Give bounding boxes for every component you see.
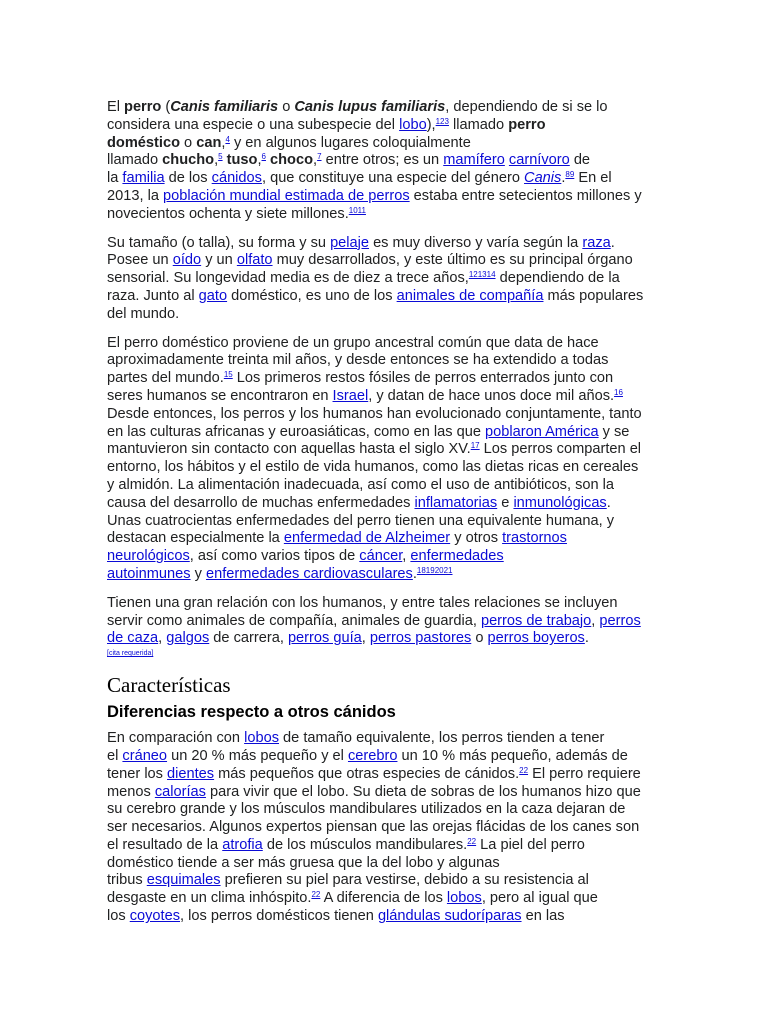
text-line bbox=[107, 819, 667, 837]
reference-link[interactable]: 22 bbox=[467, 836, 477, 846]
text-segment: En el bbox=[574, 170, 612, 187]
text-segment: más populares bbox=[543, 287, 644, 304]
text-segment: , pero al igual que bbox=[481, 890, 598, 907]
reference-superscript bbox=[519, 766, 528, 775]
text-segment: doméstico, es uno de los bbox=[227, 287, 397, 304]
reference-link[interactable]: 22 bbox=[519, 765, 529, 775]
reference-superscript bbox=[436, 117, 449, 126]
citation-needed-note bbox=[107, 649, 667, 658]
text-segment: la bbox=[107, 170, 123, 187]
text-segment: choco bbox=[270, 152, 314, 169]
text-line bbox=[107, 441, 667, 459]
reference-superscript bbox=[218, 152, 222, 161]
text-segment: . bbox=[606, 494, 611, 511]
wiki-link-canis[interactable]: Canis bbox=[524, 170, 562, 187]
wiki-link-atrofia[interactable]: atrofia bbox=[222, 836, 263, 853]
citation-needed-link[interactable]: [cita requerida] bbox=[107, 650, 154, 658]
article-body bbox=[107, 99, 667, 926]
text-segment: en las culturas africanas y euroasiáticas, como en las que bbox=[107, 423, 486, 440]
wiki-link-perros[interactable]: perros bbox=[599, 612, 641, 629]
reference-superscript bbox=[467, 837, 476, 846]
text-segment: entorno, los hábitos y el estilo de vida humanos, como las dietas ricas en cereales bbox=[107, 459, 639, 476]
paragraph bbox=[107, 235, 667, 324]
wiki-link-pelaje[interactable]: pelaje bbox=[330, 234, 370, 251]
text-segment: llamado bbox=[107, 152, 163, 169]
text-line bbox=[107, 837, 667, 855]
text-segment: perro bbox=[124, 99, 162, 115]
text-segment: Tienen una gran relación con los humanos, y entre tales relaciones se incluyen bbox=[107, 594, 618, 611]
wiki-link-glandulas-sudoriparas[interactable]: glándulas sudoríparas bbox=[377, 908, 522, 925]
text-segment: destacan especialmente la bbox=[107, 530, 284, 547]
wiki-link-israel[interactable]: Israel bbox=[332, 387, 369, 404]
wiki-link-mamifero[interactable]: mamífero bbox=[443, 152, 505, 169]
text-segment: Unas cuatrocientas enfermedades del perro tienen una equivalente humana, y bbox=[107, 512, 615, 529]
wiki-link-autoinmunes[interactable]: autoinmunes bbox=[107, 565, 191, 582]
wiki-link-lobo[interactable]: lobo bbox=[399, 116, 427, 133]
text-line bbox=[107, 388, 667, 406]
text-segment: El perro requiere bbox=[528, 765, 641, 782]
text-segment: un 10 % más pequeño, además de bbox=[397, 747, 628, 764]
text-segment: partes del mundo. bbox=[107, 370, 224, 387]
text-segment: desgaste en un clima inhóspito. bbox=[107, 890, 312, 907]
text-segment: tribus bbox=[107, 872, 147, 889]
text-line bbox=[107, 424, 667, 442]
text-segment: llamado bbox=[448, 116, 509, 133]
text-line bbox=[107, 595, 667, 613]
reference-link[interactable]: 4 bbox=[225, 134, 230, 144]
text-segment: mantuvieron sin contacto con aquellas hasta el siglo XV. bbox=[107, 441, 471, 458]
wiki-link-cerebro[interactable]: cerebro bbox=[347, 747, 398, 764]
wiki-link-gato[interactable]: gato bbox=[198, 287, 228, 304]
text-segment: e bbox=[497, 494, 514, 511]
reference-link[interactable]: 121314 bbox=[468, 270, 496, 280]
text-segment: . bbox=[610, 234, 615, 251]
text-segment: muy desarrollados, y este último es su principal órgano bbox=[272, 252, 633, 269]
text-line bbox=[107, 370, 667, 388]
text-segment: ser necesarios. Algunos expertos piensan que las orejas flácidas de los canes son bbox=[107, 819, 640, 836]
text-segment: doméstico bbox=[107, 134, 180, 151]
text-segment: , así como varios tipos de bbox=[189, 548, 360, 565]
text-line bbox=[107, 206, 667, 224]
paragraph bbox=[107, 335, 667, 584]
reference-superscript bbox=[471, 441, 480, 450]
text-segment: , los perros domésticos tienen bbox=[180, 908, 378, 925]
reference-link[interactable]: 18192021 bbox=[416, 565, 453, 575]
text-segment: para vivir que el lobo. Su dieta de sobras de los humanos hizo que bbox=[205, 783, 641, 800]
text-line bbox=[107, 252, 667, 270]
section-heading-caracteristicas: Características bbox=[107, 673, 231, 698]
subsection-heading-diferencias: Diferencias respecto a otros cánidos bbox=[107, 703, 396, 722]
text-segment: en las bbox=[521, 908, 565, 925]
text-segment: En comparación con bbox=[107, 730, 245, 747]
reference-link[interactable]: 22 bbox=[311, 890, 321, 900]
text-line bbox=[107, 152, 667, 170]
text-segment: , bbox=[402, 548, 411, 565]
text-segment: chucho bbox=[162, 152, 215, 169]
wiki-link-perros-de-trabajo[interactable]: perros de trabajo bbox=[480, 612, 592, 629]
text-line bbox=[107, 630, 667, 648]
text-line bbox=[107, 352, 667, 370]
text-segment: , que constituye una especie del género bbox=[261, 170, 525, 187]
text-line bbox=[107, 306, 667, 324]
wiki-link-olfato[interactable]: olfato bbox=[236, 252, 273, 269]
wiki-link-dientes[interactable]: dientes bbox=[167, 765, 215, 782]
text-line bbox=[107, 566, 667, 584]
text-segment: el resultado de la bbox=[107, 836, 223, 853]
reference-superscript bbox=[565, 170, 574, 179]
text-segment: los bbox=[107, 908, 130, 925]
text-segment: y almidón. La alimentación inadecuada, así como el uso de antibióticos, son la bbox=[107, 476, 615, 493]
text-segment: can bbox=[196, 134, 222, 151]
text-segment: , bbox=[257, 152, 262, 169]
text-segment: más pequeños que otras especies de cánidos. bbox=[214, 765, 520, 782]
text-segment: y se bbox=[598, 423, 630, 440]
text-line bbox=[107, 99, 667, 117]
text-segment: , dependiendo de si se lo bbox=[445, 99, 608, 115]
text-segment: ( bbox=[161, 99, 171, 115]
text-segment: estaba entre setecientos millones y bbox=[409, 187, 642, 204]
text-segment: dependiendo de la bbox=[495, 270, 620, 287]
wiki-link-esquimales[interactable]: esquimales bbox=[146, 872, 221, 889]
text-segment: raza. Junto al bbox=[107, 287, 199, 304]
text-line bbox=[107, 495, 667, 513]
wiki-link-enfermedades[interactable]: enfermedades bbox=[410, 548, 504, 565]
text-line bbox=[107, 170, 667, 188]
paragraph bbox=[107, 99, 667, 224]
text-line bbox=[107, 513, 667, 531]
text-segment: del mundo. bbox=[107, 305, 180, 322]
text-segment: causa del desarrollo de muchas enfermedades bbox=[107, 494, 415, 511]
wiki-link-coyotes[interactable]: coyotes bbox=[129, 908, 181, 925]
paragraph bbox=[107, 595, 667, 648]
text-segment: Los perros comparten el bbox=[479, 441, 642, 458]
text-line bbox=[107, 459, 667, 477]
text-line bbox=[107, 406, 667, 424]
text-line bbox=[107, 117, 667, 135]
text-segment: el bbox=[107, 747, 123, 764]
text-segment: , y datan de hace unos doce mil años. bbox=[368, 387, 615, 404]
reference-superscript bbox=[469, 270, 496, 279]
text-segment: , bbox=[221, 134, 226, 151]
wiki-link-familia[interactable]: familia bbox=[122, 170, 165, 187]
text-line bbox=[107, 335, 667, 353]
text-segment: entre otros; es un bbox=[321, 152, 444, 169]
text-segment: , bbox=[361, 630, 370, 647]
text-segment: . bbox=[561, 170, 566, 187]
text-line bbox=[107, 235, 667, 253]
text-segment: , bbox=[313, 152, 318, 169]
text-segment: de bbox=[569, 152, 591, 169]
wiki-link-raza[interactable]: raza bbox=[582, 234, 611, 251]
text-segment: o bbox=[278, 99, 295, 115]
text-segment: de tamaño equivalente, los perros tienden a tener bbox=[279, 730, 605, 747]
text-segment: y en algunos lugares coloquialmente bbox=[229, 134, 471, 151]
wiki-link-oido[interactable]: oído bbox=[172, 252, 202, 269]
reference-link[interactable]: 7 bbox=[317, 152, 322, 162]
text-segment: La piel del perro bbox=[476, 836, 585, 853]
text-line bbox=[107, 784, 667, 802]
reference-link[interactable]: 89 bbox=[565, 170, 575, 180]
text-segment: El perro doméstico proviene de un grupo ancestral común que data de hace bbox=[107, 334, 599, 351]
text-segment: seres humanos se encontraron en bbox=[107, 387, 333, 404]
reference-link[interactable]: 1011 bbox=[348, 205, 366, 215]
wiki-link-trastornos[interactable]: trastornos bbox=[502, 530, 567, 547]
text-segment: o bbox=[471, 630, 488, 647]
text-segment: El bbox=[107, 99, 125, 115]
wiki-link-cancer[interactable]: cáncer bbox=[359, 548, 403, 565]
text-segment: . bbox=[584, 630, 589, 647]
reference-superscript bbox=[614, 388, 623, 397]
wiki-link-perros-pastores[interactable]: perros pastores bbox=[369, 630, 472, 647]
wiki-link-inflamatorias[interactable]: inflamatorias bbox=[414, 494, 498, 511]
reference-superscript bbox=[417, 566, 453, 575]
reference-superscript bbox=[349, 206, 366, 215]
text-segment: , bbox=[591, 612, 600, 629]
text-segment: de los músculos mandibulares. bbox=[262, 836, 468, 853]
text-segment: es muy diverso y varía según la bbox=[369, 234, 583, 251]
wiki-link-calorias[interactable]: calorías bbox=[154, 783, 206, 800]
wiki-link-poblaron-america[interactable]: poblaron América bbox=[485, 423, 599, 440]
text-segment: tuso bbox=[226, 152, 258, 169]
text-line bbox=[107, 748, 667, 766]
reference-link[interactable]: 123 bbox=[435, 116, 449, 126]
text-segment: considera una especie o una subespecie del bbox=[107, 116, 400, 133]
text-line bbox=[107, 890, 667, 908]
text-segment: ), bbox=[426, 116, 436, 133]
text-line bbox=[107, 766, 667, 784]
text-line bbox=[107, 477, 667, 495]
wiki-link-enfermedad-de-alzheimer[interactable]: enfermedad de Alzheimer bbox=[283, 530, 451, 547]
text-line bbox=[107, 548, 667, 566]
text-line bbox=[107, 188, 667, 206]
wiki-link-poblacion-mundial-estimada-de-perros[interactable]: población mundial estimada de perros bbox=[163, 187, 410, 204]
text-segment: perro bbox=[508, 116, 546, 133]
text-line bbox=[107, 135, 667, 153]
wiki-link-enfermedades-cardiovasculares[interactable]: enfermedades cardiovasculares bbox=[205, 565, 413, 582]
text-segment: de carrera, bbox=[209, 630, 288, 647]
text-line bbox=[107, 908, 667, 926]
text-segment: A diferencia de los bbox=[320, 890, 447, 907]
text-segment: , bbox=[214, 152, 219, 169]
text-segment: y un bbox=[201, 252, 237, 269]
text-segment: y otros bbox=[450, 530, 503, 547]
text-segment: . bbox=[412, 565, 417, 582]
text-line bbox=[107, 872, 667, 890]
text-segment: , bbox=[158, 630, 167, 647]
text-segment: doméstico tiende a ser más gruesa que la del lobo y algunas bbox=[107, 854, 500, 871]
text-segment: Su tamaño (o talla), su forma y su bbox=[107, 234, 331, 251]
wiki-link-neurologicos[interactable]: neurológicos bbox=[107, 548, 190, 565]
text-line bbox=[107, 801, 667, 819]
text-segment: o bbox=[179, 134, 197, 151]
text-segment: servir como animales de compañía, animales de guardia, bbox=[107, 612, 481, 629]
wiki-link-lobos[interactable]: lobos bbox=[446, 890, 482, 907]
text-line bbox=[107, 613, 667, 631]
wiki-link-inmunologicas[interactable]: inmunológicas bbox=[513, 494, 607, 511]
text-line bbox=[107, 855, 667, 873]
text-segment: sensorial. Su longevidad media es de diez a trece años, bbox=[107, 270, 469, 287]
reference-superscript bbox=[224, 370, 233, 379]
wiki-link-carnivoro[interactable]: carnívoro bbox=[508, 152, 570, 169]
text-segment: menos bbox=[107, 783, 155, 800]
reference-link[interactable]: 15 bbox=[223, 370, 233, 380]
text-segment: Desde entonces, los perros y los humanos han evolucionado conjuntamente, tanto bbox=[107, 405, 642, 422]
text-line bbox=[107, 288, 667, 306]
text-line bbox=[107, 270, 667, 288]
text-segment: 2013, la bbox=[107, 187, 163, 204]
wiki-link-de-caza[interactable]: de caza bbox=[107, 630, 159, 647]
wiki-link-canidos[interactable]: cánidos bbox=[211, 170, 262, 187]
text-segment: aproximadamente treinta mil años, y desde entonces se ha extendido a todas bbox=[107, 352, 609, 369]
text-segment: Los primeros restos fósiles de perros enterrados junto con bbox=[232, 370, 614, 387]
wiki-link-perros-boyeros[interactable]: perros boyeros bbox=[487, 630, 585, 647]
reference-link[interactable]: 16 bbox=[614, 387, 623, 397]
wiki-link-perros-guia[interactable]: perros guía bbox=[287, 630, 362, 647]
text-segment: y bbox=[190, 565, 206, 582]
reference-link[interactable]: 17 bbox=[470, 441, 480, 451]
text-segment: Posee un bbox=[107, 252, 173, 269]
text-segment: su cerebro grande y los músculos mandibulares utilizados en la caza dejaran de bbox=[107, 801, 626, 818]
text-segment: tener los bbox=[107, 765, 168, 782]
text-line bbox=[107, 730, 667, 748]
intro-section bbox=[107, 99, 667, 648]
text-segment: Canis lupus familiaris bbox=[294, 99, 446, 115]
text-segment: de los bbox=[164, 170, 212, 187]
text-segment: prefieren su piel para vestirse, debido a su resistencia al bbox=[220, 872, 589, 889]
text-segment: un 20 % más pequeño y el bbox=[167, 747, 348, 764]
wiki-link-craneo[interactable]: cráneo bbox=[122, 747, 168, 764]
wiki-link-animales-de-compania[interactable]: animales de compañía bbox=[396, 287, 544, 304]
wiki-link-galgos[interactable]: galgos bbox=[166, 630, 210, 647]
reference-link[interactable]: 6 bbox=[261, 152, 266, 162]
text-segment: novecientos ochenta y siete millones. bbox=[107, 205, 349, 222]
section-paragraph bbox=[107, 730, 667, 926]
paragraph bbox=[107, 730, 667, 926]
wiki-link-lobos[interactable]: lobos bbox=[244, 730, 279, 747]
text-line bbox=[107, 530, 667, 548]
text-segment: Canis familiaris bbox=[170, 99, 279, 115]
reference-link[interactable]: 5 bbox=[218, 152, 223, 162]
